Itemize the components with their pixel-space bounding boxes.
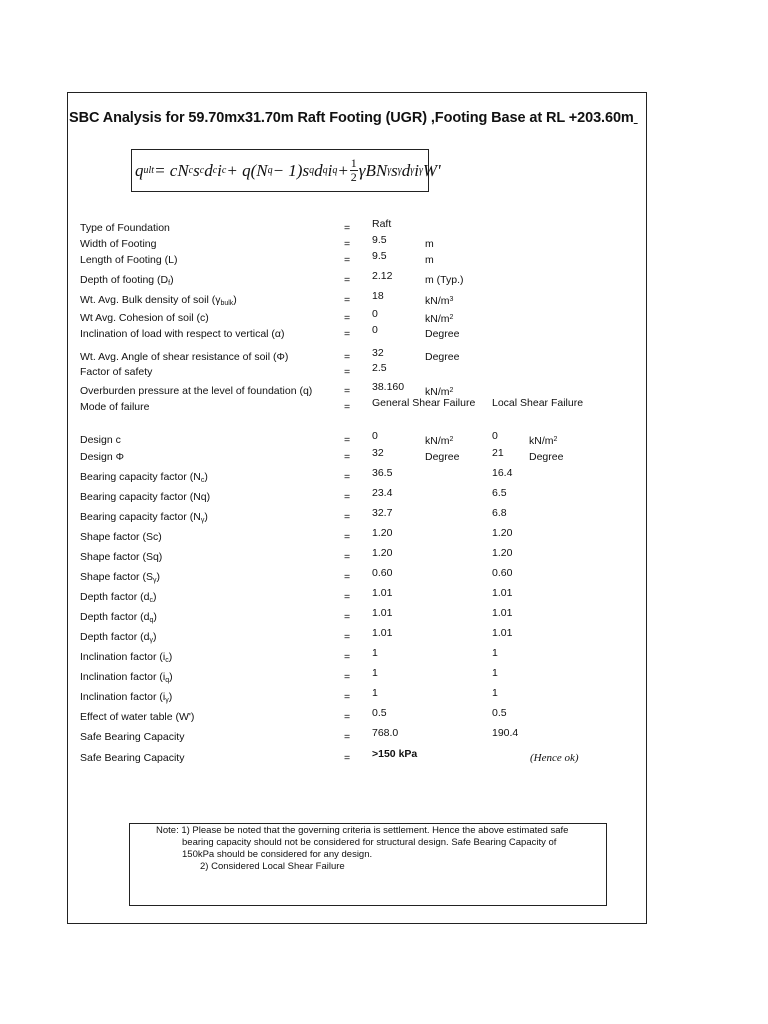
result-row-design-c: Design c = 0 $kN/m^2$ 0 $kN/m^2$: [80, 430, 558, 447]
result-row-igamma: Inclination factor (iγ) = 1 1: [80, 687, 498, 704]
input-row-bulk-density: Wt. Avg. Bulk density of soil (γbulk) = 18 $kN/m^3$: [80, 290, 454, 307]
result-row-nq: Bearing capacity factor (Nq) = 23.4 6.5: [80, 487, 507, 503]
input-row-type: Type of Foundation = Raft: [80, 218, 392, 234]
final-value: >150 kPa: [372, 748, 418, 760]
input-row-cohesion: Wt Avg. Cohesion of soil (c) = 0 $kN/m^2$: [80, 308, 454, 325]
input-row-inclination: Inclination of load with respect to vertical (α) = 0 Degree: [80, 324, 460, 340]
input-row-mode-of-failure: Mode of failure = General Shear Failure Local Shear Failure: [80, 397, 584, 413]
result-row-dc: Depth factor (dc) = 1.01 1.01: [80, 587, 513, 604]
input-row-overburden: Overburden pressure at the level of foundation (q) = 38.160 $kN/m^2$: [80, 381, 454, 398]
page-title: SBC Analysis for 59.70mx31.70m Raft Footing (UGR) ,Footing Base at RL +203.60m: [69, 110, 634, 126]
bearing-capacity-formula: q ult = cN c s c d c i c + q(N q − 1)s q d q i q + $\frac{1}{2}$ γBN γ s γ d γ i γ W': [131, 149, 429, 192]
result-row-nc: Bearing capacity factor (Nc) = 36.5 16.4: [80, 467, 513, 484]
result-row-safe-bearing: Safe Bearing Capacity = 768.0 190.4: [80, 727, 519, 743]
input-row-length: Length of Footing (L) = 9.5 m: [80, 250, 434, 266]
result-row-sgamma: Shape factor (Sγ) = 0.60 0.60: [80, 567, 513, 584]
input-row-width: Width of Footing = 9.5 m: [80, 234, 434, 250]
result-row-sq: Shape factor (Sq) = 1.20 1.20: [80, 547, 513, 563]
result-row-ngamma: Bearing capacity factor (Nγ) = 32.7 6.8: [80, 507, 507, 524]
half-fraction: $\frac{1}{2}$: [350, 156, 357, 184]
input-row-factor-of-safety: Factor of safety = 2.5: [80, 362, 387, 378]
input-row-depth: Depth of footing (Df) = 2.12 m (Typ.): [80, 270, 464, 287]
result-row-sc: Shape factor (Sc) = 1.20 1.20: [80, 527, 513, 543]
result-row-iq: Inclination factor (iq) = 1 1: [80, 667, 498, 684]
result-row-dq: Depth factor (dq) = 1.01 1.01: [80, 607, 513, 624]
result-row-design-phi: Design Φ = 32 Degree 21 Degree: [80, 447, 564, 463]
final-safe-bearing-row: Safe Bearing Capacity = >150 kPa (Hence ok): [80, 748, 579, 764]
input-row-friction-angle: Wt. Avg. Angle of shear resistance of soil (Φ) = 32 Degree: [80, 347, 460, 363]
result-row-dgamma: Depth factor (dγ) = 1.01 1.01: [80, 627, 513, 644]
final-remark: (Hence ok): [530, 752, 579, 764]
note-box: Note: 1) Please be noted that the governing criteria is settlement. Hence the above estimated safe bearing capacity should not be considered for structural design. Safe Bearing Capacity of 150kPa should be considered for any design. 2) Considered Local Shear Failure: [129, 823, 607, 906]
result-row-ic: Inclination factor (ic) = 1 1: [80, 647, 498, 664]
page-frame: [67, 92, 647, 924]
result-row-water-table: Effect of water table (W') = 0.5 0.5: [80, 707, 507, 723]
